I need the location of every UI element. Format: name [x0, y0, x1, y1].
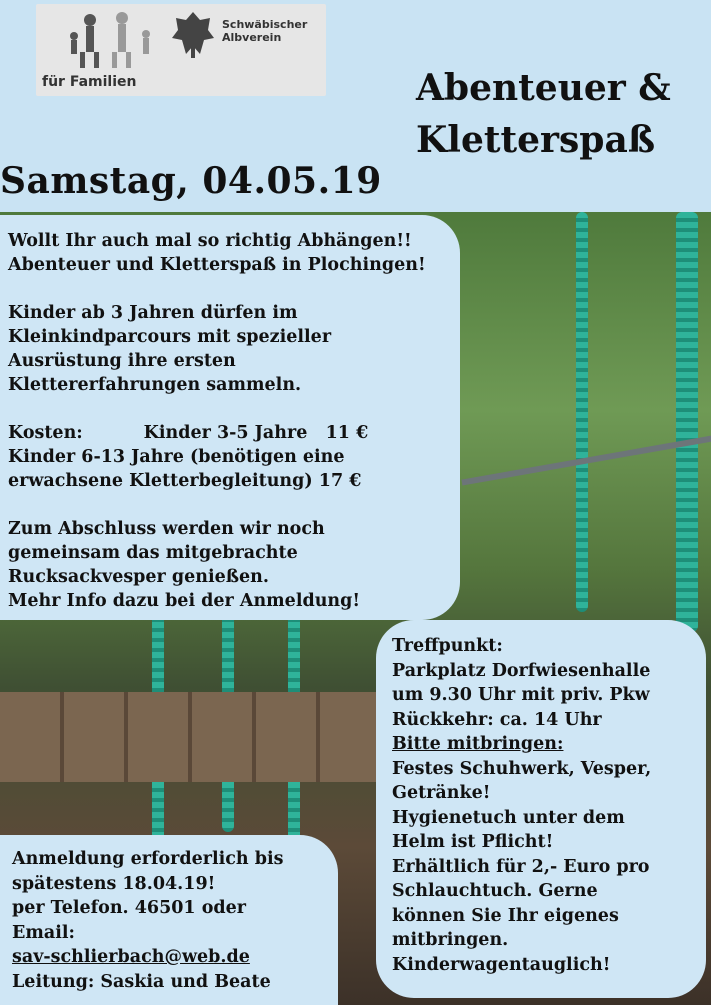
- email-link[interactable]: sav-schlierbach@web.de: [12, 947, 250, 967]
- meeting-line: Treffpunkt:: [392, 636, 503, 656]
- signup-line: Anmeldung erforderlich bis: [12, 849, 284, 869]
- rope-2: [676, 212, 698, 632]
- meeting-line: um 9.30 Uhr mit priv. Pkw: [392, 685, 650, 705]
- logo: [36, 4, 326, 96]
- meeting-line: Getränke!: [392, 783, 491, 803]
- spacer: [8, 397, 448, 421]
- meeting-line: Hygienetuch unter dem: [392, 807, 625, 828]
- albverein-leaf-icon: [170, 10, 216, 60]
- meeting-panel: [376, 620, 706, 998]
- intro-line: Zum Abschluss werden wir noch: [8, 519, 325, 539]
- wooden-platform: [0, 692, 380, 782]
- signup-line: per Telefon. 46501 oder: [12, 898, 246, 918]
- meeting-line: können Sie Ihr eigenes: [392, 905, 619, 926]
- meeting-text: [392, 634, 702, 977]
- intro-line: Rucksackvesper genießen.: [8, 567, 269, 587]
- title-line: Abenteuer &: [416, 67, 671, 109]
- page-title: [416, 62, 706, 166]
- intro-line: erwachsene Kletterbegleitung) 17 €: [8, 471, 362, 491]
- intro-line: Kleinkindparcours mit spezieller: [8, 327, 332, 347]
- event-date: Samstag, 04.05.19: [0, 160, 382, 202]
- cost-line: Kosten: Kinder 3-5 Jahre 11 €: [8, 423, 369, 443]
- meeting-line: Parkplatz Dorfwiesenhalle: [392, 660, 651, 681]
- spacer: [8, 493, 448, 517]
- meeting-line: Kinderwagentauglich!: [392, 954, 611, 975]
- intro-line: Mehr Info dazu bei der Anmeldung!: [8, 591, 361, 611]
- intro-line: Kinder ab 3 Jahren dürfen im: [8, 303, 298, 323]
- intro-panel: [0, 215, 460, 620]
- intro-line: Abenteuer und Kletterspaß in Plochingen!: [8, 255, 426, 275]
- intro-line: Ausrüstung ihre ersten: [8, 351, 236, 371]
- rope-1: [576, 212, 588, 612]
- intro-line: Wollt Ihr auch mal so richtig Abhängen!!: [8, 231, 412, 251]
- signup-line: Leitung: Saskia und Beate: [12, 971, 271, 992]
- meeting-line: Schlauchtuch. Gerne: [392, 881, 598, 901]
- meeting-line: Festes Schuhwerk, Vesper,: [392, 758, 652, 779]
- intro-line: Klettererfahrungen sammeln.: [8, 375, 302, 395]
- meeting-line: Helm ist Pflicht!: [392, 832, 554, 852]
- logo-org-name: Schwäbischer Albverein: [222, 18, 308, 44]
- intro-line: gemeinsam das mitgebrachte: [8, 543, 298, 563]
- signup-text: [12, 847, 338, 994]
- signup-line: Email:: [12, 922, 75, 943]
- meeting-line: Erhältlich für 2,- Euro pro: [392, 856, 650, 877]
- intro-text: [8, 229, 448, 613]
- title-line: Kletterspaß: [416, 119, 656, 161]
- spacer: [8, 277, 448, 301]
- signup-panel: [0, 835, 338, 1005]
- logo-tagline: für Familien: [42, 74, 137, 90]
- meeting-line: Rückkehr: ca. 14 Uhr: [392, 709, 602, 730]
- family-logo-icon: [56, 10, 166, 70]
- signup-line: spätestens 18.04.19!: [12, 873, 216, 894]
- meeting-line: mitbringen.: [392, 930, 509, 950]
- bring-heading: Bitte mitbringen:: [392, 734, 564, 754]
- intro-line: Kinder 6-13 Jahre (benötigen eine: [8, 447, 345, 467]
